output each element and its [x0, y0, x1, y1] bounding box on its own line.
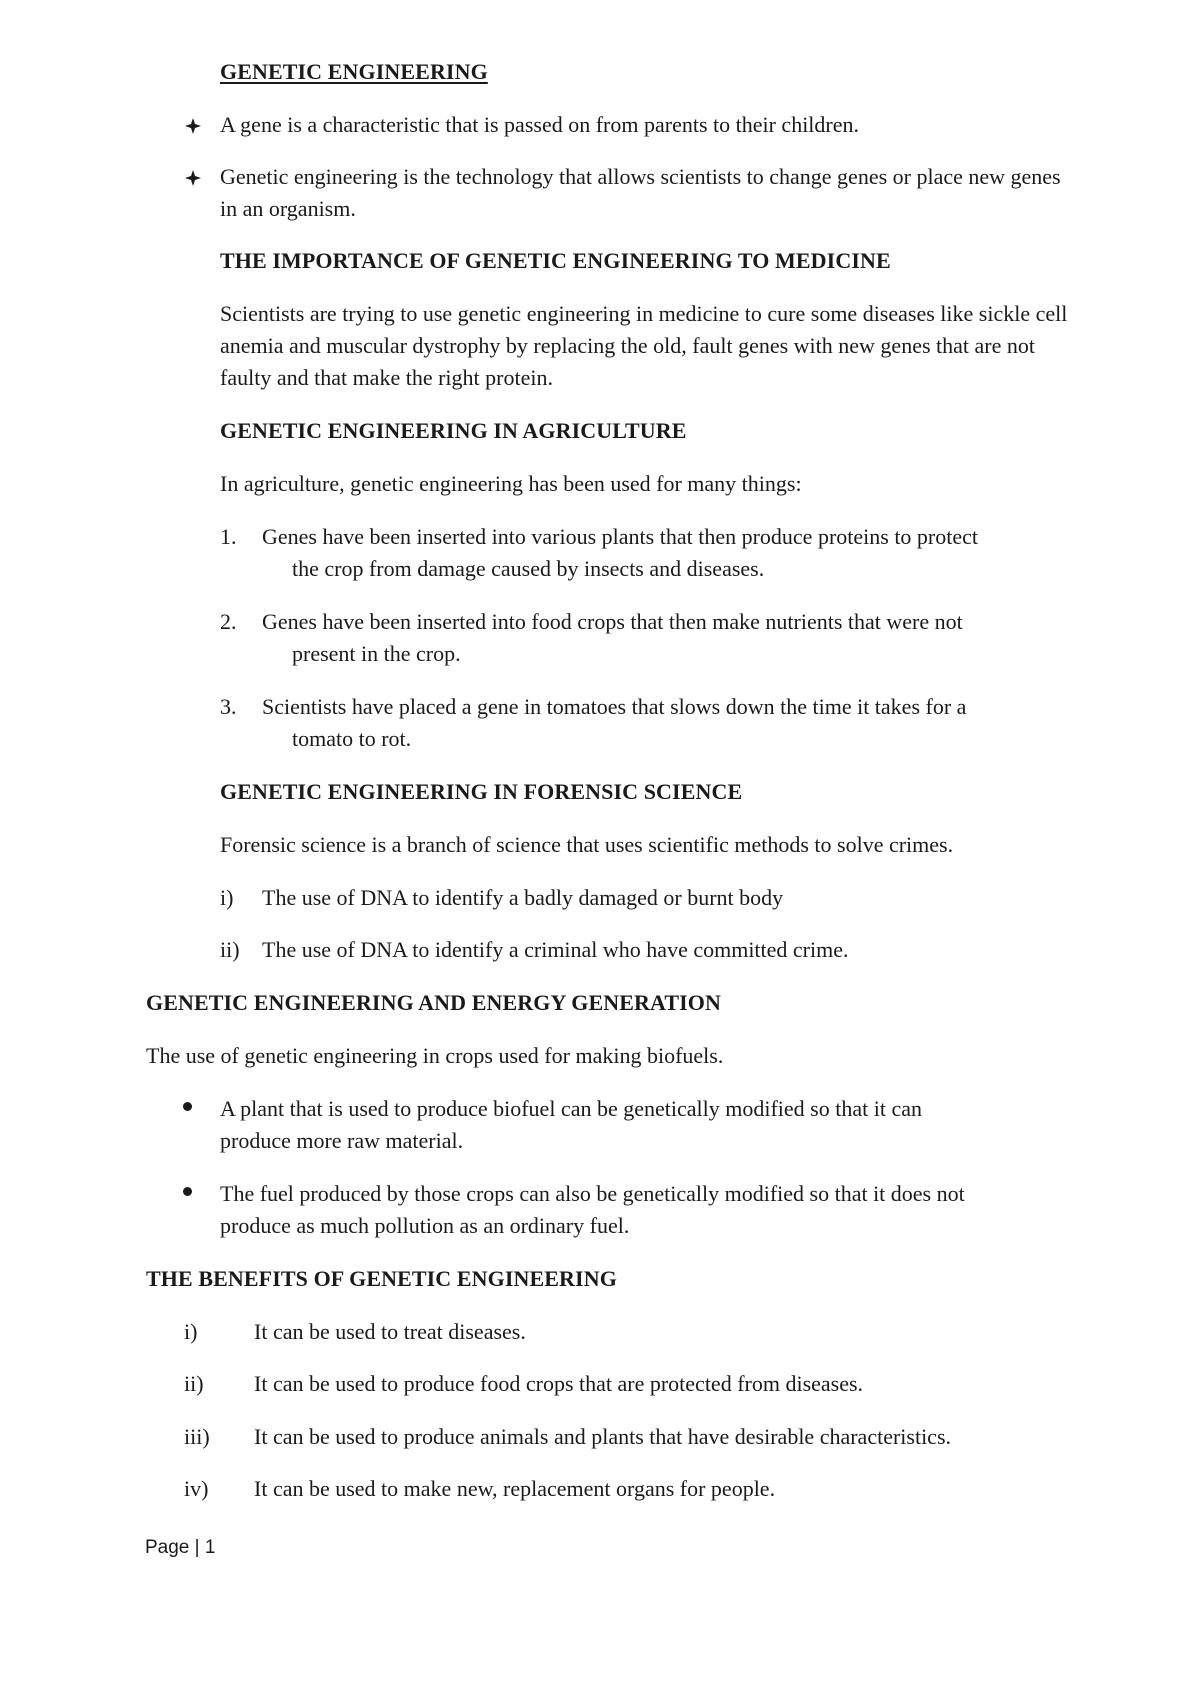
list-number: 1.	[220, 524, 237, 549]
page-footer	[145, 1536, 215, 1560]
list-item-text: It can be used to make new, replacement organs for people.	[254, 1476, 776, 1501]
agriculture-intro: In agriculture, genetic engineering has been used for many things:	[220, 471, 802, 496]
bullet-line: The fuel produced by those crops can also be genetically modified so that it does not	[220, 1181, 965, 1206]
intro-bullet-text: A gene is a characteristic that is passed on from parents to their children.	[220, 112, 860, 137]
section-heading-benefits: THE BENEFITS OF GENETIC ENGINEERING	[146, 1266, 617, 1291]
list-item-line: Genes have been inserted into various plants that then produce proteins to protect	[262, 524, 979, 549]
medicine-paragraph: Scientists are trying to use genetic engineering in medicine to cure some diseases like sickle cell anemia and muscular dystrophy by replacing the old, fault genes with new genes that are not faulty and that make the right protein.	[220, 301, 1068, 390]
list-item-line: Scientists have placed a gene in tomatoes that slows down the time it takes for a	[262, 694, 967, 719]
list-item-text: The use of DNA to identify a badly damaged or burnt body	[262, 885, 784, 910]
section-heading-forensic: GENETIC ENGINEERING IN FORENSIC SCIENCE	[220, 779, 743, 804]
list-item-text: It can be used to produce animals and plants that have desirable characteristics.	[254, 1424, 952, 1449]
list-item-line: the crop from damage caused by insects and diseases.	[292, 556, 765, 581]
list-number: ii)	[184, 1371, 204, 1396]
bullet-line: produce more raw material.	[220, 1128, 464, 1153]
list-item-line: Genes have been inserted into food crops that then make nutrients that were not	[262, 609, 963, 634]
list-item-text: It can be used to treat diseases.	[254, 1319, 526, 1344]
intro-bullet-text: Genetic engineering is the technology that allows scientists to change genes or place new genes in an organism.	[220, 164, 1061, 221]
list-number: iii)	[184, 1424, 210, 1449]
list-item-text: It can be used to produce food crops that are protected from diseases.	[254, 1371, 864, 1396]
forensic-intro: Forensic science is a branch of science that uses scientific methods to solve crimes.	[220, 832, 954, 857]
list-number: ii)	[220, 937, 240, 962]
list-number: 3.	[220, 694, 237, 719]
footer-page-number: 1	[204, 1537, 216, 1558]
list-item-line: tomato to rot.	[292, 726, 412, 751]
list-number: i)	[220, 885, 234, 910]
section-heading-energy: GENETIC ENGINEERING AND ENERGY GENERATION	[146, 990, 721, 1015]
bullet-line: A plant that is used to produce biofuel can be genetically modified so that it can	[220, 1096, 922, 1121]
energy-intro: The use of genetic engineering in crops used for making biofuels.	[146, 1043, 724, 1068]
list-number: iv)	[184, 1476, 209, 1501]
bullet-dot-icon	[183, 1187, 192, 1196]
footer-page-label: Page	[145, 1537, 190, 1558]
bullet-line: produce as much pollution as an ordinary fuel.	[220, 1213, 630, 1238]
diamond-bullet-icon	[184, 169, 202, 187]
page-title: GENETIC ENGINEERING	[220, 59, 488, 84]
section-heading-agriculture: GENETIC ENGINEERING IN AGRICULTURE	[220, 418, 687, 443]
section-heading-medicine: THE IMPORTANCE OF GENETIC ENGINEERING TO MEDICINE	[220, 248, 891, 273]
list-item-line: present in the crop.	[292, 641, 461, 666]
footer-separator: |	[194, 1537, 200, 1558]
list-number: 2.	[220, 609, 237, 634]
bullet-dot-icon	[183, 1102, 192, 1111]
diamond-bullet-icon	[184, 117, 202, 135]
list-number: i)	[184, 1319, 198, 1344]
list-item-text: The use of DNA to identify a criminal who have committed crime.	[262, 937, 849, 962]
